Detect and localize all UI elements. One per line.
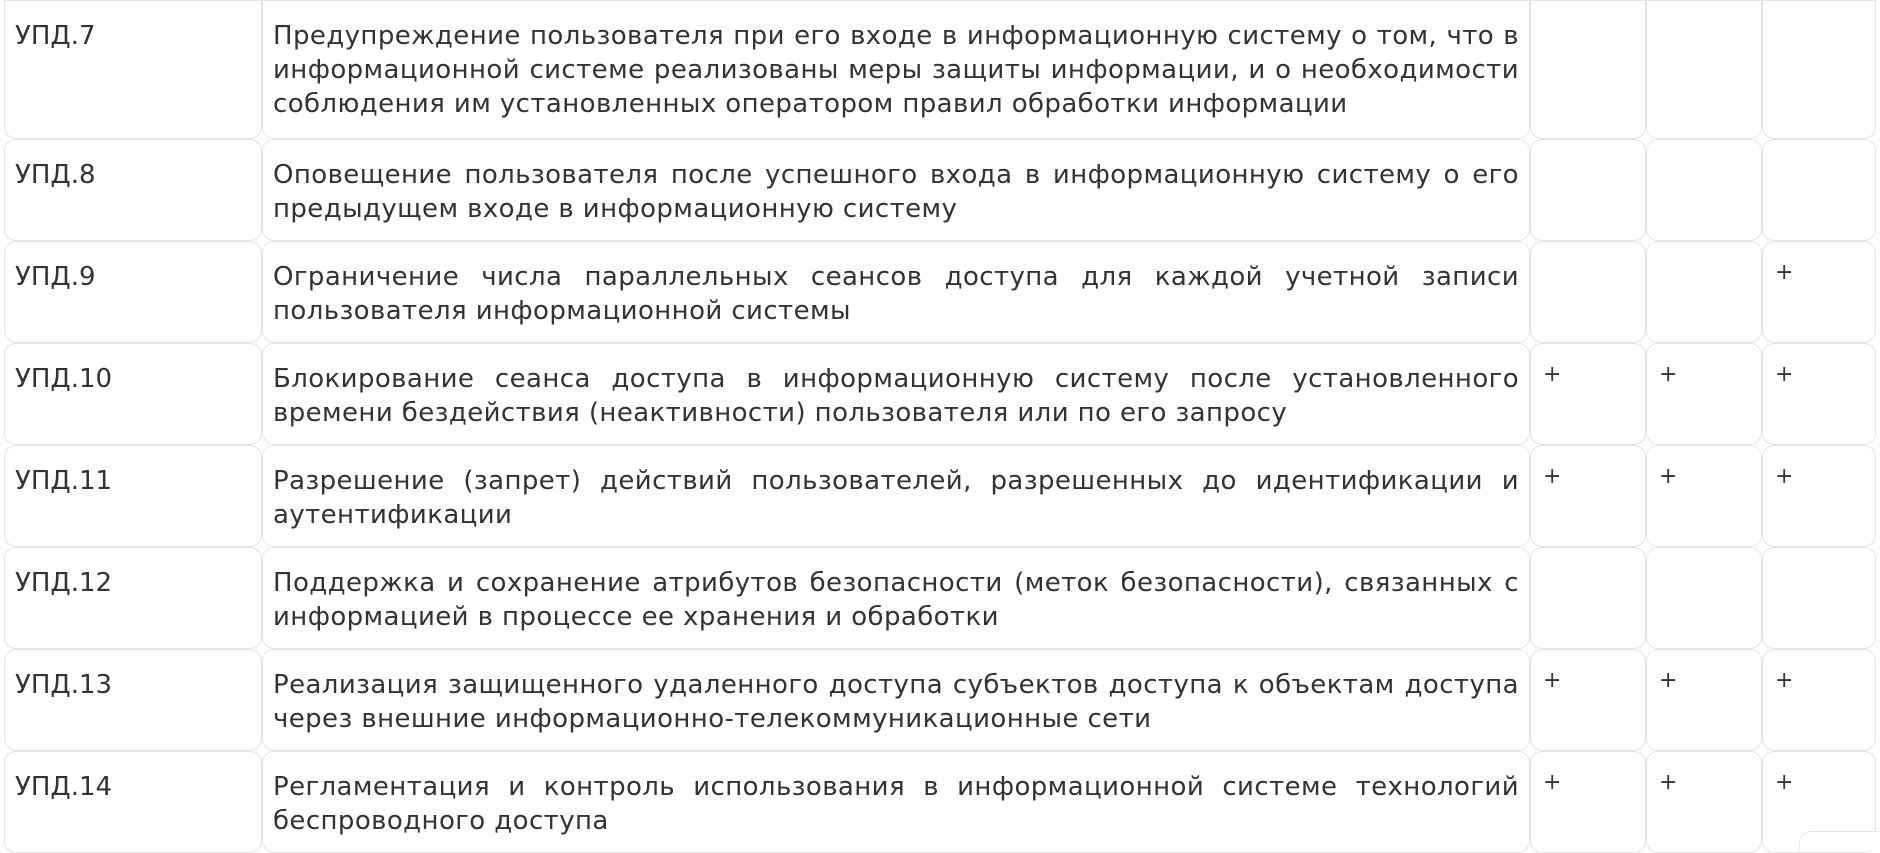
table-row <box>4 343 1880 445</box>
table-row <box>4 751 1880 853</box>
measure-code: УПД.13 <box>4 649 262 751</box>
class-mark-2: + <box>1646 343 1762 445</box>
class-mark-1 <box>1530 0 1646 139</box>
measure-description: Поддержка и сохранение атрибутов безопасности (меток безопасности), связанных с информацией в процессе ее хранения и обработки <box>262 547 1530 649</box>
table-row <box>4 0 1880 139</box>
class-mark-2 <box>1646 241 1762 343</box>
measure-code: УПД.10 <box>4 343 262 445</box>
measure-description: Регламентация и контроль использования в информационной системе технологий беспроводного доступа <box>262 751 1530 853</box>
class-mark-3: + <box>1762 343 1876 445</box>
class-mark-2 <box>1646 547 1762 649</box>
class-mark-3: + <box>1762 445 1876 547</box>
class-mark-3: + <box>1762 751 1876 853</box>
class-mark-3: + <box>1762 241 1876 343</box>
class-mark-2: + <box>1646 751 1762 853</box>
class-mark-1: + <box>1530 751 1646 853</box>
measure-description: Предупреждение пользователя при его входе в информационную систему о том, что в информационной системе реализованы меры защиты информации, и о необходимости соблюдения им установленных оператором правил обработки информации <box>262 0 1530 139</box>
measure-code: УПД.8 <box>4 139 262 241</box>
class-mark-2: + <box>1646 445 1762 547</box>
class-mark-1 <box>1530 547 1646 649</box>
class-mark-2 <box>1646 0 1762 139</box>
table-row <box>4 241 1880 343</box>
class-mark-3 <box>1762 547 1876 649</box>
class-mark-2: + <box>1646 649 1762 751</box>
table-row <box>4 139 1880 241</box>
class-mark-1: + <box>1530 649 1646 751</box>
measure-code: УПД.12 <box>4 547 262 649</box>
measure-description: Ограничение числа параллельных сеансов доступа для каждой учетной записи пользователя информационной системы <box>262 241 1530 343</box>
measure-description: Оповещение пользователя после успешного входа в информационную систему о его предыдущем входе в информационную систему <box>262 139 1530 241</box>
table-row <box>4 649 1880 751</box>
measure-description: Блокирование сеанса доступа в информационную систему после установленного времени бездействия (неактивности) пользователя или по его запросу <box>262 343 1530 445</box>
table-row <box>4 445 1880 547</box>
class-mark-3: + <box>1762 649 1876 751</box>
measure-code: УПД.14 <box>4 751 262 853</box>
measure-code: УПД.9 <box>4 241 262 343</box>
class-mark-1 <box>1530 241 1646 343</box>
measure-description: Реализация защищенного удаленного доступа субъектов доступа к объектам доступа через внешние информационно-телекоммуникационные сети <box>262 649 1530 751</box>
measure-code: УПД.11 <box>4 445 262 547</box>
class-mark-3 <box>1762 0 1876 139</box>
measures-table <box>4 0 1880 853</box>
scroll-corner-tab <box>1799 831 1880 850</box>
class-mark-1: + <box>1530 445 1646 547</box>
class-mark-1 <box>1530 139 1646 241</box>
class-mark-1: + <box>1530 343 1646 445</box>
measure-description: Разрешение (запрет) действий пользователей, разрешенных до идентификации и аутентификации <box>262 445 1530 547</box>
class-mark-3 <box>1762 139 1876 241</box>
table-row <box>4 547 1880 649</box>
measure-code: УПД.7 <box>4 0 262 139</box>
class-mark-2 <box>1646 139 1762 241</box>
